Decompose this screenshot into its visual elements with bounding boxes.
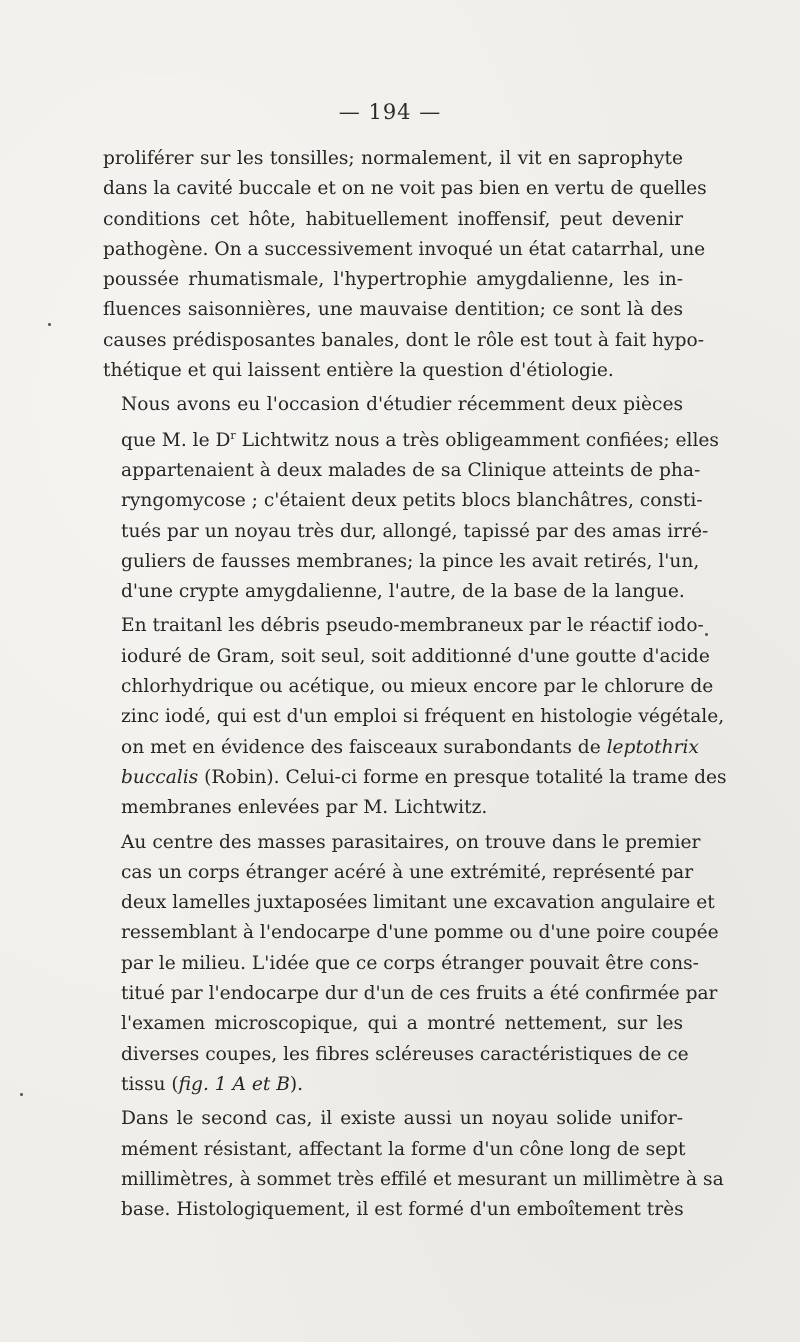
text-line: diverses coupes, les fibres scléreuses caractéristiques de ce (121, 1043, 689, 1065)
text-line (103, 733, 699, 763)
italic-term: buccalis (121, 766, 199, 788)
text-line: guliers de fausses membranes; la pince les avait retirés, l'un, (121, 550, 700, 572)
text-line: d'une crypte amygdalienne, l'autre, de la base de la langue. (121, 581, 685, 603)
text-line: fluences saisonnières, une mauvaise dentition; ce sont là des (103, 299, 683, 321)
paragraph-5 (103, 1104, 724, 1225)
text-line (103, 1070, 683, 1100)
text-run: tissu ( (121, 1073, 179, 1095)
paper-speck (48, 323, 51, 326)
italic-term: leptothrix (606, 736, 699, 758)
text-line: poussée rhumatismale, l'hypertrophie amygdalienne, les in- (103, 269, 683, 291)
text-line: tués par un noyau très dur, allongé, tapissé par des amas irré- (121, 520, 709, 542)
text-run: ). (289, 1073, 304, 1095)
text-line: mément résistant, affectant la forme d'un cône long de sept (121, 1138, 686, 1160)
text-line: base. Histologiquement, il est formé d'un emboîtement très (121, 1199, 684, 1221)
text-line: ioduré de Gram, soit seul, soit additionné d'une goutte d'acide (121, 645, 710, 667)
text-line: chlorhydrique ou acétique, ou mieux encore par le chlorure de (121, 676, 714, 698)
text-run: que M. le D (121, 429, 231, 451)
paragraph-4 (103, 828, 719, 1101)
paper-speck (20, 1093, 23, 1096)
figure-reference: fig. 1 A et B (178, 1073, 290, 1095)
paper-speck (705, 633, 708, 636)
text-line: cas un corps étranger acéré à une extrémité, représenté par (121, 861, 694, 883)
text-line: thétique et qui laissent entière la question d'étiologie. (103, 360, 614, 382)
paragraph-1 (103, 144, 707, 386)
text-line: proliférer sur les tonsilles; normalement, il vit en saprophyte (103, 148, 683, 169)
text-line (103, 421, 719, 456)
text-line: ryngomycose ; c'étaient deux petits blocs blanchâtres, consti- (121, 490, 703, 512)
text-line: appartenaient à deux malades de sa Clinique atteints de pha- (121, 459, 701, 481)
page-number: — 194 — (338, 100, 442, 124)
text-line: Au centre des masses parasitaires, on trouve dans le premier (121, 831, 701, 853)
superscript: r (230, 428, 236, 442)
text-line: zinc iodé, qui est d'un emploi si fréquent en histologie végétale, (121, 706, 725, 728)
text-run: Lichtwitz nous a très obligeamment confiées; elles (235, 429, 719, 451)
text-line: En traitanl les débris pseudo-membraneux par le réactif iodo- (121, 615, 704, 637)
body-text (103, 144, 727, 1225)
text-line: pathogène. On a successivement invoqué un état catarrhal, une (103, 238, 706, 260)
text-line (103, 763, 727, 793)
text-line: par le milieu. L'idée que ce corps étranger pouvait être cons- (121, 952, 699, 974)
text-line: millimètres, à sommet très effilé et mesurant un millimètre à sa (121, 1168, 724, 1190)
text-line: causes prédisposantes banales, dont le rôle est tout à fait hypo- (103, 329, 705, 351)
text-line: l'examen microscopique, qui a montré nettement, sur les (121, 1013, 683, 1035)
text-line: Nous avons eu l'occasion d'étudier récemment deux pièces (121, 394, 683, 416)
text-run: (Robin). Celui-ci forme en presque totalité la trame des (198, 766, 727, 788)
text-line: conditions cet hôte, habituellement inoffensif, peut devenir (103, 208, 683, 230)
text-line: membranes enlevées par M. Lichtwitz. (121, 797, 488, 819)
text-line: dans la cavité buccale et on ne voit pas bien en vertu de quelles (103, 178, 707, 200)
text-run: on met en évidence des faisceaux surabondants de (121, 736, 607, 758)
text-line: Dans le second cas, il existe aussi un noyau solide unifor- (121, 1108, 683, 1130)
paragraph-2 (103, 390, 719, 607)
text-line: deux lamelles juxtaposées limitant une excavation angulaire et (121, 892, 715, 914)
text-line: ressemblant à l'endocarpe d'une pomme ou d'une poire coupée (121, 922, 719, 944)
paragraph-3 (103, 611, 727, 823)
text-line: titué par l'endocarpe dur d'un de ces fruits a été confirmée par (121, 983, 718, 1005)
